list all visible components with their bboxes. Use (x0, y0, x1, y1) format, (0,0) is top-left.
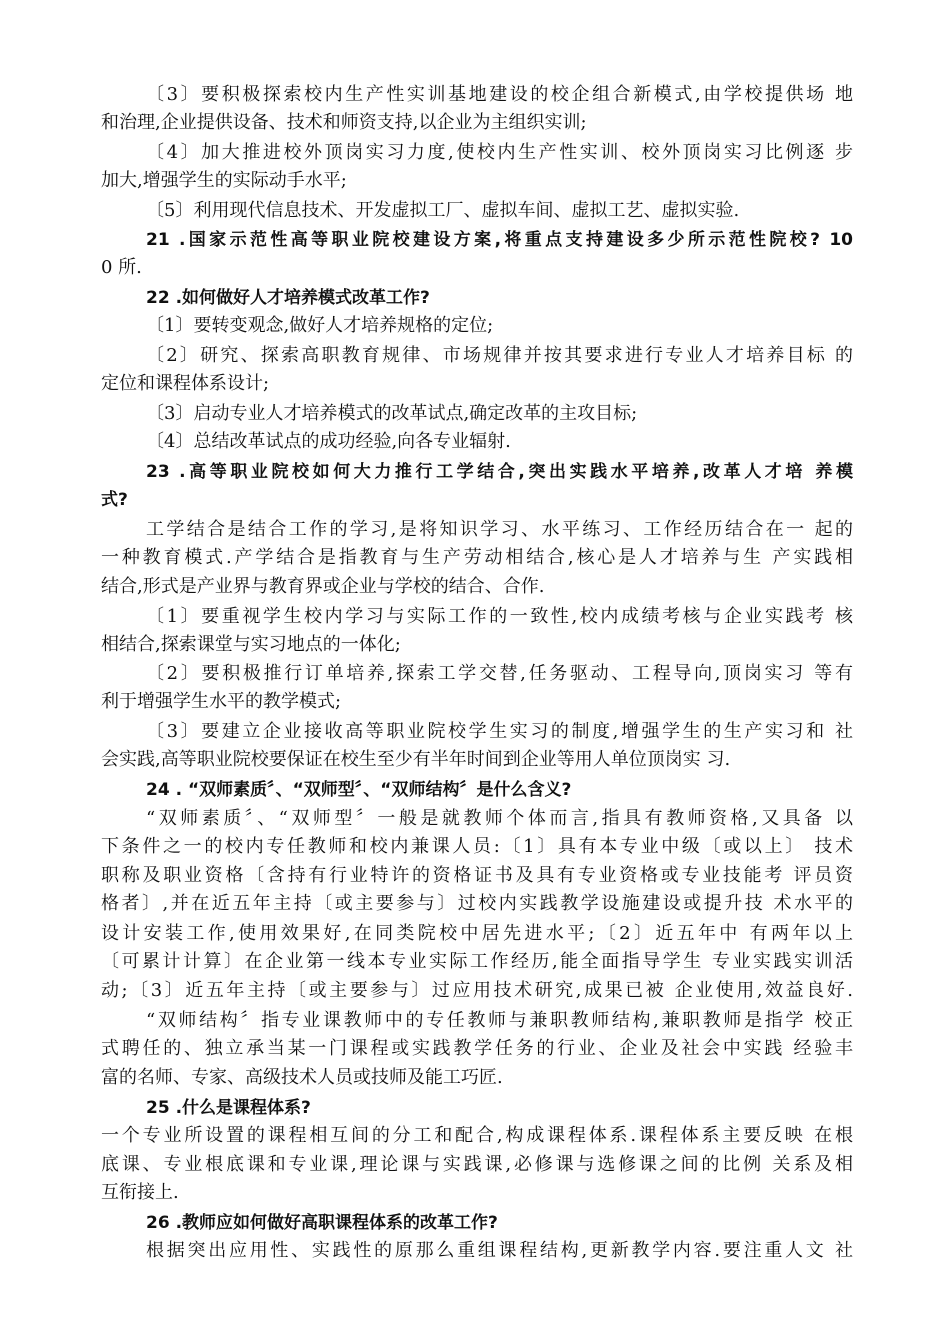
text-line: 结合,形式是产业界与教育界或企业与学校的结合、合作. (101, 576, 545, 597)
text-line: 定位和课程体系设计; (101, 373, 270, 394)
text-line: 〔3〕要积极探索校内生产性实训基地建设的校企组合新模式,由学校提供场 地 (146, 84, 853, 105)
question-heading: 23 .高等职业院校如何大力推行工学结合,突出实践水平培养,改革人才培 养模 (146, 462, 853, 482)
text-line: “双师结构〞指专业课教师中的专任教师与兼职教师结构,兼职教师是指学 校正 (146, 1010, 853, 1031)
text-line: 格者〕,并在近五年主持〔或主要参与〕过校内实践教学设施建设或提升技 术水平的 (101, 893, 853, 914)
text-line: 底课、专业根底课和专业课,理论课与实践课,必修课与选修课之间的比例 关系及相 (101, 1154, 853, 1175)
text-line: 会实践,高等职业院校要保证在校生至少有半年时间到企业等用人单位顶岗实 习. (101, 749, 731, 770)
text-line: 互衔接上. (101, 1182, 179, 1203)
text-line: 根据突出应用性、实践性的原那么重组课程结构,更新教学内容.要注重人文 社 (146, 1240, 853, 1261)
text-line: 下条件之一的校内专任教师和校内兼课人员:〔1〕具有本专业中级〔或以上〕 技术 (101, 836, 853, 857)
text-line: 工学结合是结合工作的学习,是将知识学习、水平练习、工作经历结合在一 起的 (146, 519, 853, 540)
text-line: 0 所. (101, 257, 142, 278)
text-line: 和治理,企业提供设备、技术和师资支持,以企业为主组织实训; (101, 112, 587, 133)
text-line: 〔4〕总结改革试点的成功经验,向各专业辐射. (146, 431, 511, 452)
question-heading: 式? (101, 490, 128, 510)
question-heading: 24 . “双师素质〞、“双师型〞、“双师结构〞是什么含义? (146, 780, 572, 800)
text-line: 〔3〕启动专业人才培养模式的改革试点,确定改革的主攻目标; (146, 403, 638, 424)
text-line: 〔2〕研究、探索高职教育规律、市场规律并按其要求进行专业人才培养目标 的 (146, 345, 853, 366)
question-heading: 22 .如何做好人才培养模式改革工作? (146, 288, 430, 308)
text-line: 利于增强学生水平的教学模式; (101, 691, 342, 712)
text-line: 一个专业所设置的课程相互间的分工和配合,构成课程体系.课程体系主要反映 在根 (101, 1125, 853, 1146)
question-heading: 26 .教师应如何做好高职课程体系的改革工作? (146, 1213, 498, 1233)
text-line: 富的名师、专家、高级技术人员或技师及能工巧匠. (101, 1067, 503, 1088)
text-line: 加大,增强学生的实际动手水平; (101, 170, 347, 191)
text-line: 〔5〕利用现代信息技术、开发虚拟工厂、虚拟车间、虚拟工艺、虚拟实验. (146, 200, 740, 221)
text-line: 设计安装工作,使用效果好,在同类院校中居先进水平;〔2〕近五年中 有两年以上 (101, 923, 853, 944)
text-line: 相结合,探索课堂与实习地点的一体化; (101, 634, 401, 655)
question-heading: 21 .国家示范性高等职业院校建设方案,将重点支持建设多少所示范性院校? 10 (146, 230, 853, 250)
text-line: 动;〔3〕近五年主持〔或主要参与〕过应用技术研究,成果已被 企业使用,效益良好. (101, 980, 853, 1001)
text-line: 式聘任的、独立承当某一门课程或实践教学任务的行业、企业及社会中实践 经验丰 (101, 1038, 853, 1059)
text-line: 〔4〕加大推进校外顶岗实习力度,使校内生产性实训、校外顶岗实习比例逐 步 (146, 142, 853, 163)
text-line: 〔3〕要建立企业接收高等职业院校学生实习的制度,增强学生的生产实习和 社 (146, 721, 853, 742)
text-line: 一种教育模式.产学结合是指教育与生产劳动相结合,核心是人才培养与生 产实践相 (101, 547, 853, 568)
question-heading: 25 .什么是课程体系? (146, 1098, 311, 1118)
text-line: 职称及职业资格〔含持有行业特许的资格证书及具有专业资格或专业技能考 评员资 (101, 865, 853, 886)
text-line: “双师素质〞、“双师型〞一般是就教师个体而言,指具有教师资格,又具备 以 (146, 808, 853, 829)
text-line: 〔1〕要转变观念,做好人才培养规格的定位; (146, 315, 494, 336)
text-line: 〔2〕要积极推行订单培养,探索工学交替,任务驱动、工程导向,顶岗实习 等有 (146, 663, 853, 684)
text-line: 〔1〕要重视学生校内学习与实际工作的一致性,校内成绩考核与企业实践考 核 (146, 606, 853, 627)
text-line: 〔可累计计算〕在企业第一线本专业实际工作经历,能全面指导学生 专业实践实训活 (101, 951, 853, 972)
